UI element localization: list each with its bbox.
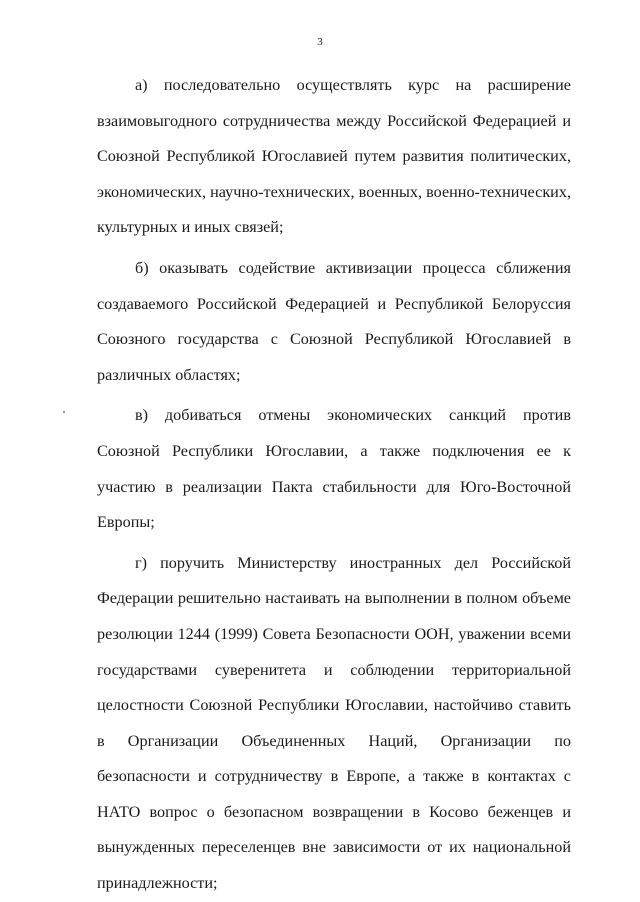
- document-body: [97, 68, 571, 902]
- scan-artifact-dot: [63, 411, 65, 413]
- paragraph-b: б) оказывать содействие активизации процесса сближения создаваемого Российской Федерацией и Республикой Белоруссия Союзного государства с Союзной Республикой Югославией в различных областях;: [97, 258, 571, 384]
- paragraph-a: а) последовательно осуществлять курс на расширение взаимовыгодного сотрудничества между Российской Федерацией и Союзной Республикой Югославией путем развития политических, экономических, научно-технических, военных, военно-технических, культурных и иных связей;: [97, 76, 571, 237]
- page-number: 3: [317, 36, 323, 48]
- paragraph-c: в) добиваться отмены экономических санкций против Союзной Республики Югославии, а также подключения ее к участию в реализации Пакта стабильности для Юго-Восточной Европы;: [97, 406, 571, 532]
- paragraph-d: г) поручить Министерству иностранных дел Российской Федерации решительно настаивать на выполнении в полном объеме резолюции 1244 (1999) Совета Безопасности ООН, уважении всеми государствами суверенитета и соблюдении территориальной целостности Союзной Республики Югославии, настойчиво ставить в Организации Объединенных Наций, Организации по безопасности и сотрудничеству в Европе, а также в контактах с НАТО вопрос о безопасном возвращении в Косово беженцев и вынужденных переселенцев вне зависимости от их национальной принадлежности;: [97, 553, 571, 893]
